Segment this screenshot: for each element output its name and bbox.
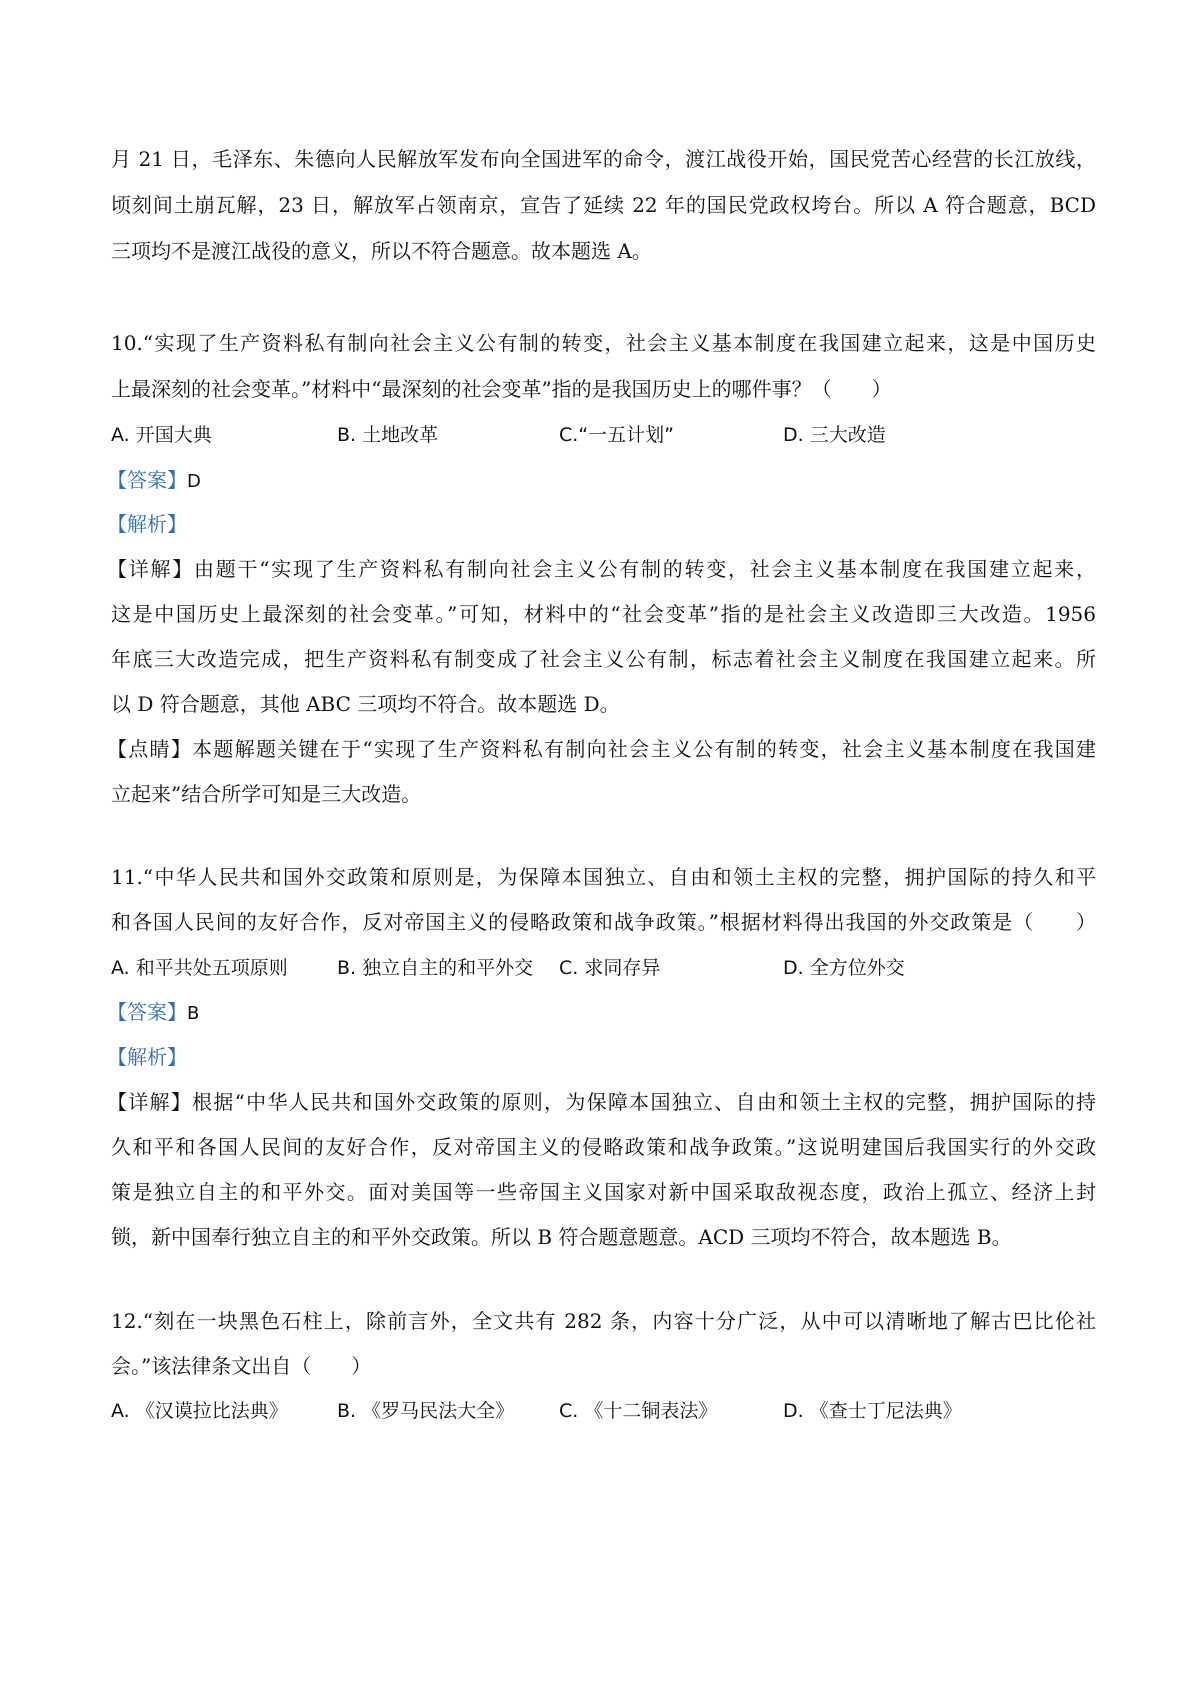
answer-tag: 【答案】 [107,468,187,492]
text-line: 顷刻间土崩瓦解，23 日，解放军占领南京，宣告了延续 22 年的国民党政权垮台。所以 A 符合题意，BCD [111,193,1096,217]
option-d: D. 《查士丁尼法典》 [783,1400,962,1422]
answer-line [107,999,199,1025]
tip-line: 【点睛】本题解题关键在于“实现了生产资料私有制向社会主义公有制的转变，社会主义基本制度在我国建 [107,737,1096,761]
option-a: A. 开国大典 [111,424,212,446]
answer-line [107,467,201,493]
detail-line: 这是中国历史上最深刻的社会变革。”可知，材料中的“社会变革”指的是社会主义改造即三大改造。1956 [111,602,1096,626]
detail-line: 【详解】根据“中华人民共和国外交政策的原则，为保障本国独立、自由和领土主权的完整，拥护国际的持 [107,1090,1096,1114]
detail-line: 以 D 符合题意，其他 ABC 三项均不符合。故本题选 D。 [111,692,620,716]
options-row [111,1398,1096,1424]
option-b: B. 土地改革 [337,424,439,446]
detail-line: 策是独立自主的和平外交。面对美国等一些帝国主义国家对新中国采取敌视态度，政治上孤立、经济上封 [111,1180,1096,1204]
option-c: C. 求同存异 [559,957,661,979]
analysis-tag: 【解析】 [107,512,187,536]
option-c: C.“一五计划” [559,424,674,446]
option-a: A. 《汉谟拉比法典》 [111,1400,288,1422]
option-c: C. 《十二铜表法》 [559,1400,718,1422]
option-d: D. 三大改造 [783,424,886,446]
question-stem-line: 10.“实现了生产资料私有制向社会主义公有制的转变，社会主义基本制度在我国建立起来，这是中国历史 [111,331,1096,355]
question-stem-line: 会。”该法律条文出自（ ） [111,1354,372,1378]
question-stem-line: 12.“刻在一块黑色石柱上，除前言外，全文共有 282 条，内容十分广泛，从中可以清晰地了解古巴比伦社 [111,1309,1096,1333]
text-line: 三项均不是渡江战役的意义，所以不符合题意。故本题选 A。 [111,239,652,263]
analysis-tag: 【解析】 [107,1045,187,1069]
options-row [111,955,1096,981]
detail-line: 久和平和各国人民间的友好合作，反对帝国主义的侵略政策和战争政策。”这说明建国后我国实行的外交政 [111,1135,1096,1159]
answer-tag: 【答案】 [107,1000,187,1024]
question-stem-line: 上最深刻的社会变革。”材料中“最深刻的社会变革”指的是我国历史上的哪件事？（ ） [111,377,892,401]
options-row [111,422,1096,448]
tip-line: 立起来”结合所学可知是三大改造。 [111,782,422,806]
detail-line: 年底三大改造完成，把生产资料私有制变成了社会主义公有制，标志着社会主义制度在我国建立起来。所 [111,647,1096,671]
detail-line: 【详解】由题干“实现了生产资料私有制向社会主义公有制的转变，社会主义基本制度在我国建立起来， [107,557,1096,581]
option-b: B. 独立自主的和平外交 [337,957,534,979]
question-stem-line: 11.“中华人民共和国外交政策和原则是，为保障本国独立、自由和领土主权的完整，拥护国际的持久和平 [111,865,1096,889]
question-stem-line: 和各国人民间的友好合作，反对帝国主义的侵略政策和战争政策。”根据材料得出我国的外交政策是（ ） [111,910,1096,934]
detail-line: 锁，新中国奉行独立自主的和平外交政策。所以 B 符合题意题意。ACD 三项均不符合，故本题选 B。 [111,1225,1012,1249]
answer-value: D [187,471,201,492]
answer-value: B [187,1003,200,1024]
option-d: D. 全方位外交 [783,957,905,979]
option-b: B. 《罗马民法大全》 [337,1400,515,1422]
text-line: 月 21 日，毛泽东、朱德向人民解放军发布向全国进军的命令，渡江战役开始，国民党苦心经营的长江放线， [111,147,1096,171]
option-a: A. 和平共处五项原则 [111,957,288,979]
